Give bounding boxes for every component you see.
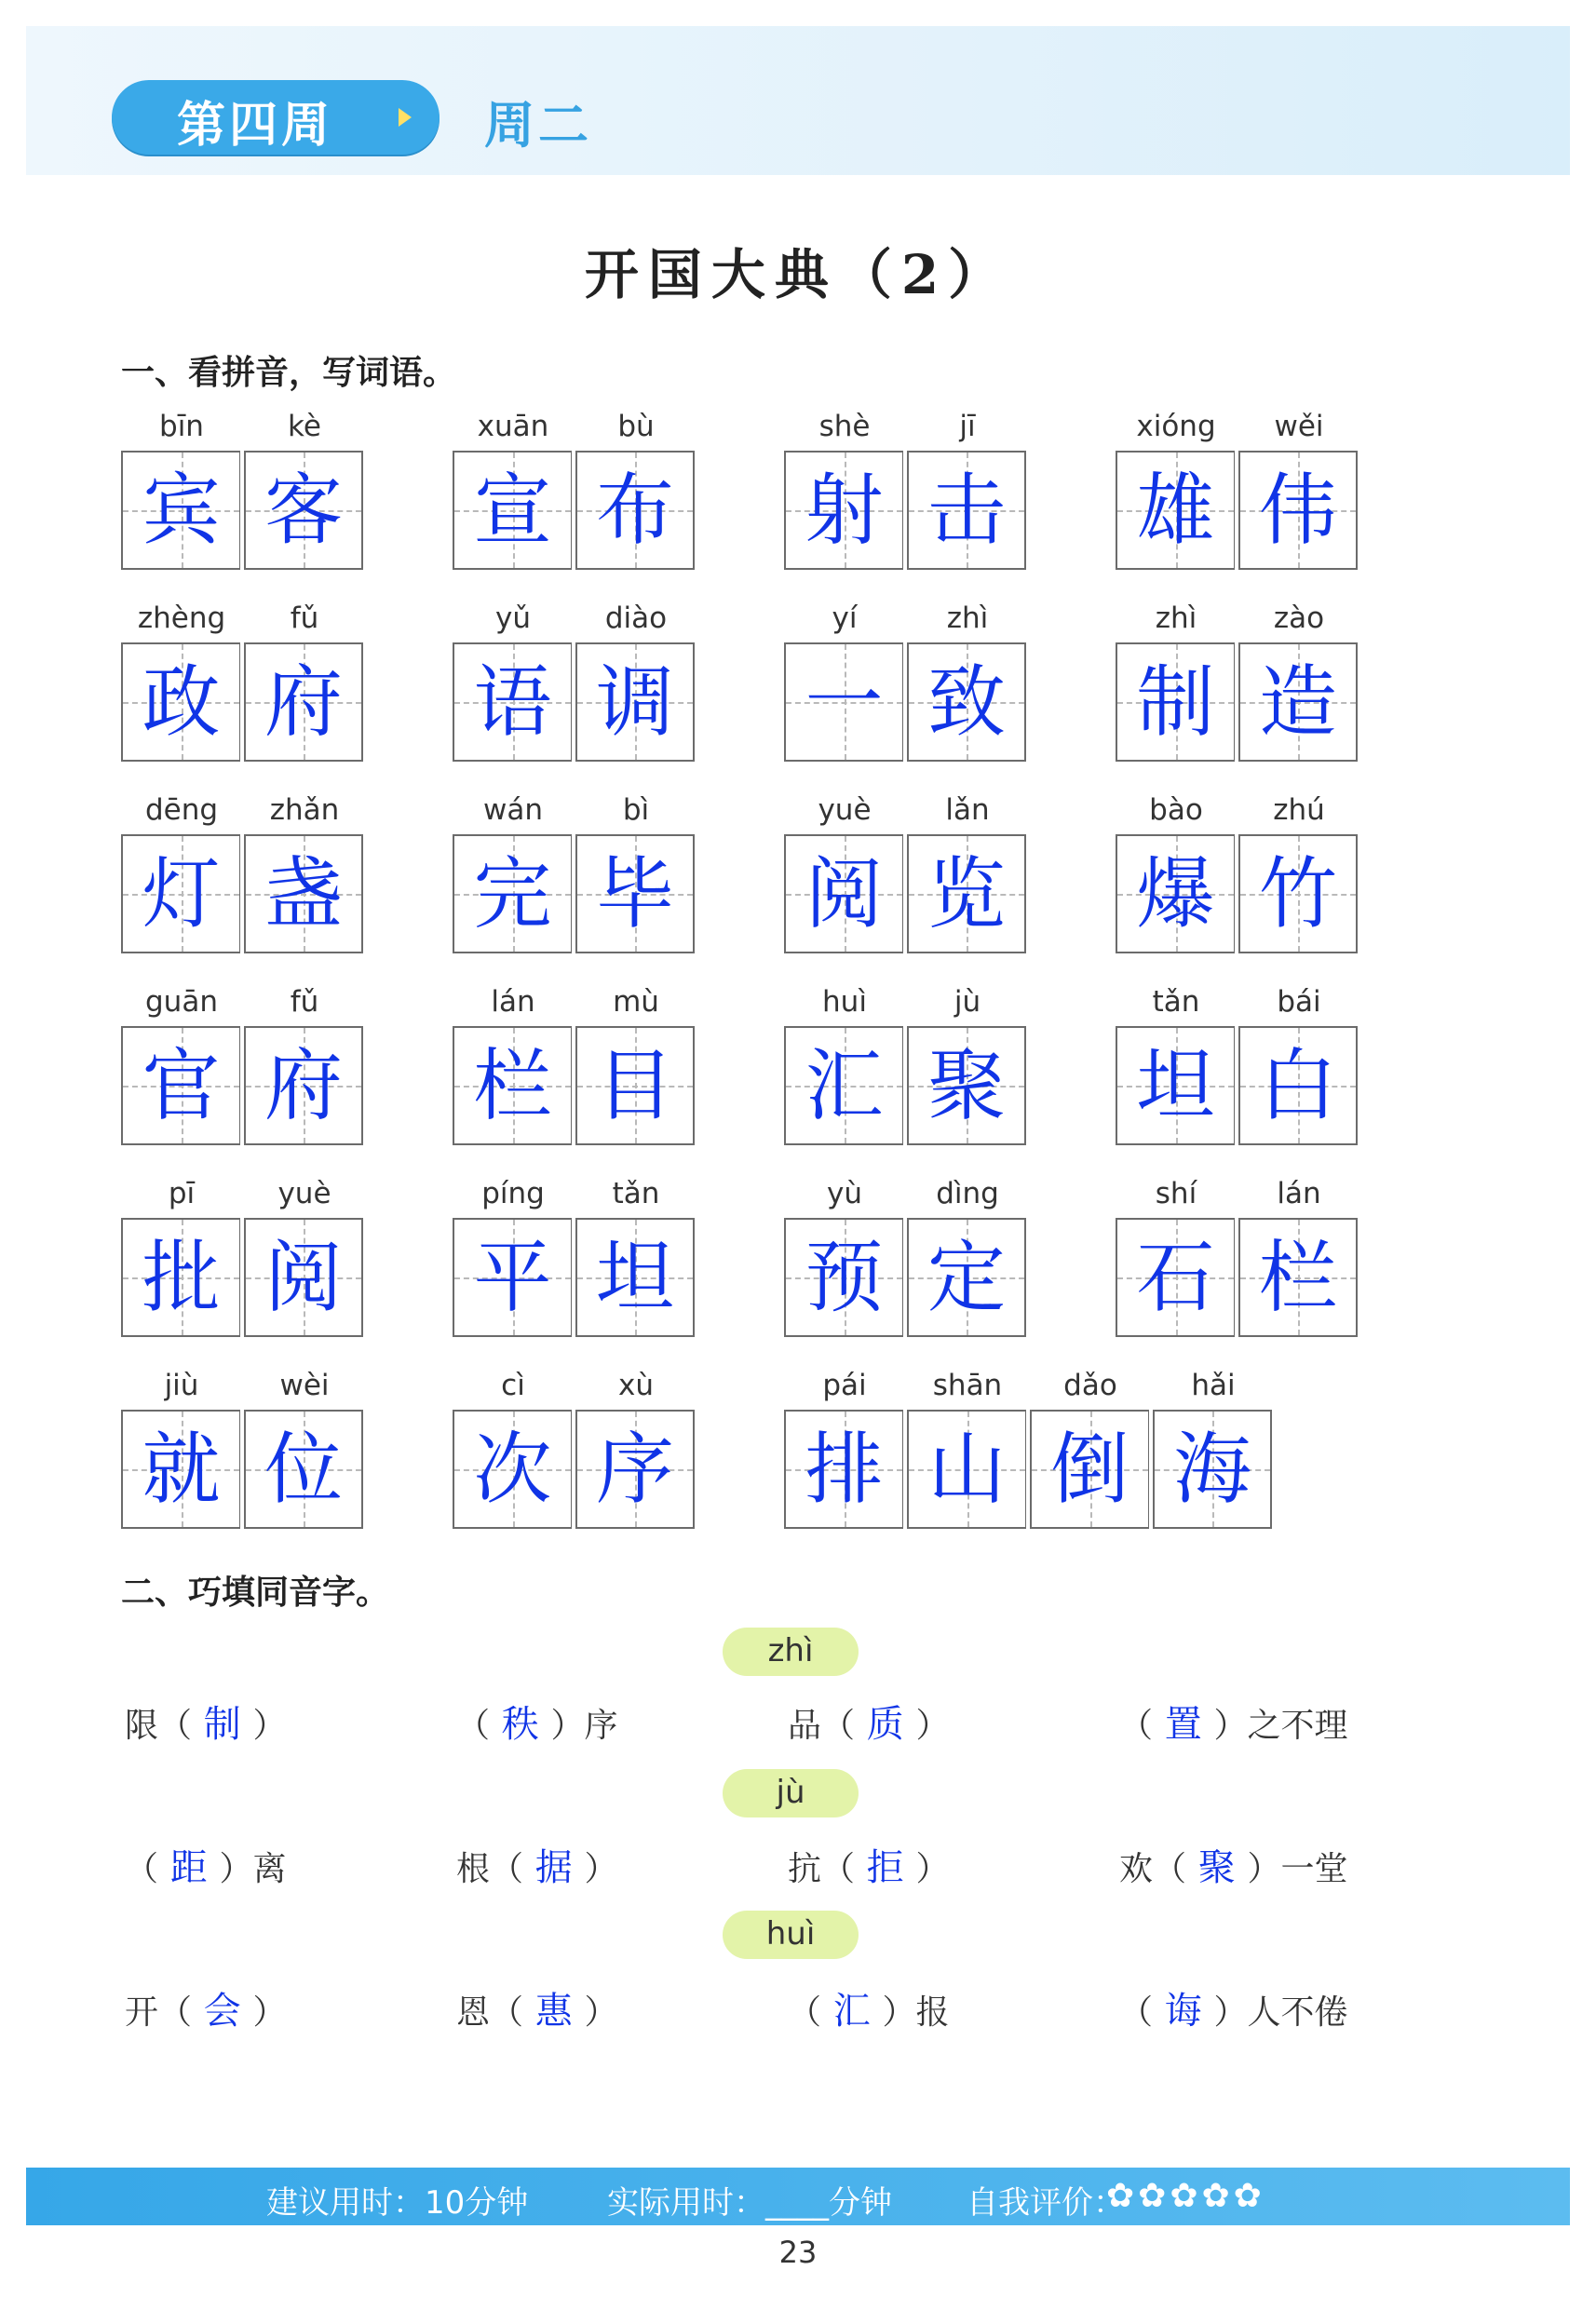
written-character: 客 (264, 465, 343, 556)
fill-suffix: ） (252, 1707, 287, 1745)
tianzige-box[interactable] (244, 451, 363, 570)
pinyin-label: shān (932, 1369, 1003, 1402)
fill-item[interactable] (788, 1695, 949, 1748)
fill-prefix: 品（ (788, 1707, 856, 1745)
pinyin-label: hǎi (1191, 1369, 1236, 1402)
pinyin-label: píng (481, 1177, 545, 1210)
pinyin-label: mù (613, 985, 659, 1019)
fill-answer: 距 (158, 1846, 220, 1889)
tianzige-box[interactable] (1116, 1218, 1235, 1337)
pinyin-label: xuān (477, 410, 549, 443)
pinyin-pill: zhì (723, 1628, 859, 1676)
tianzige-box[interactable] (907, 642, 1026, 762)
section1-heading: 一、看拼音，写词语。 (121, 354, 457, 392)
written-character: 平 (473, 1232, 552, 1323)
written-character: 府 (264, 656, 343, 748)
fill-answer: 会 (192, 1990, 253, 2033)
pinyin-label: shí (1155, 1177, 1197, 1210)
written-character: 语 (473, 656, 552, 748)
fill-suffix: ） (915, 1850, 950, 1888)
written-character: 坦 (595, 1232, 674, 1323)
tianzige-box[interactable] (907, 451, 1026, 570)
fill-answer: 诲 (1153, 1990, 1214, 2033)
pinyin-label: bì (622, 793, 650, 827)
pinyin-label: fǔ (290, 985, 319, 1019)
written-character: 栏 (473, 1040, 552, 1131)
fill-suffix: ）序 (550, 1707, 618, 1745)
fill-prefix: 限（ (125, 1707, 193, 1745)
tianzige-box[interactable] (907, 834, 1026, 953)
written-character: 阅 (805, 848, 884, 939)
fill-item[interactable] (1119, 1981, 1347, 2034)
tianzige-box[interactable] (1116, 451, 1235, 570)
fill-prefix: 抗（ (788, 1850, 856, 1888)
tianzige-box[interactable] (575, 1218, 695, 1337)
written-character: 毕 (595, 848, 674, 939)
fill-item[interactable] (456, 1838, 617, 1891)
written-character: 海 (1172, 1424, 1251, 1515)
written-character: 聚 (926, 1040, 1006, 1131)
pinyin-label: xù (618, 1369, 654, 1402)
page-number: 23 (778, 2235, 818, 2270)
pinyin-label: wán (483, 793, 543, 827)
pinyin-label: fǔ (290, 601, 319, 635)
written-character: 位 (264, 1424, 343, 1515)
fill-suffix: ）报 (882, 1993, 950, 2032)
section2-heading: 二、巧填同音字。 (121, 1574, 390, 1612)
tianzige-box[interactable] (453, 642, 572, 762)
tianzige-box[interactable] (1238, 834, 1358, 953)
pinyin-label: jiù (164, 1369, 199, 1402)
pinyin-label: guān (145, 985, 218, 1019)
fill-prefix: 恩（ (456, 1993, 524, 2032)
fill-answer: 汇 (821, 1990, 883, 2033)
written-character: 射 (805, 465, 884, 556)
tianzige-box[interactable] (1153, 1410, 1272, 1529)
written-character: 雄 (1136, 465, 1215, 556)
written-character: 制 (1136, 656, 1215, 748)
written-character: 坦 (1136, 1040, 1215, 1131)
pinyin-label: pái (822, 1369, 867, 1402)
fill-item[interactable] (125, 1838, 286, 1891)
tianzige-box[interactable] (121, 1218, 240, 1337)
tianzige-box[interactable] (121, 642, 240, 762)
written-character: 序 (595, 1424, 674, 1515)
pinyin-label: zhèng (137, 601, 226, 635)
tianzige-box[interactable] (784, 1026, 903, 1145)
pinyin-label: zhǎn (269, 793, 340, 827)
pinyin-label: xióng (1136, 410, 1216, 443)
tianzige-box[interactable] (121, 834, 240, 953)
pinyin-label: yù (827, 1177, 862, 1210)
pinyin-label: dǎo (1063, 1369, 1117, 1402)
fill-item[interactable] (456, 1695, 617, 1748)
fill-suffix: ） (584, 1993, 618, 2032)
tianzige-box[interactable] (907, 1218, 1026, 1337)
written-character: 排 (805, 1424, 884, 1515)
pinyin-label: wèi (279, 1369, 330, 1402)
tianzige-box[interactable] (784, 642, 903, 762)
written-character: 布 (595, 465, 674, 556)
fill-suffix: ） (915, 1707, 950, 1745)
tianzige-box[interactable] (907, 1026, 1026, 1145)
pinyin-label: wěi (1274, 410, 1324, 443)
tianzige-box[interactable] (1238, 451, 1358, 570)
written-character: 览 (926, 848, 1006, 939)
written-character: 宾 (142, 465, 221, 556)
fill-answer: 置 (1153, 1703, 1214, 1746)
fill-answer: 质 (855, 1703, 916, 1746)
fill-answer: 秩 (490, 1703, 551, 1746)
written-character: 就 (142, 1424, 221, 1515)
pinyin-label: jù (954, 985, 981, 1019)
tianzige-box[interactable] (784, 1218, 903, 1337)
fill-answer: 聚 (1186, 1846, 1248, 1889)
pinyin-label: zhì (946, 601, 989, 635)
tianzige-box[interactable] (1116, 642, 1235, 762)
written-character: 栏 (1258, 1232, 1337, 1323)
written-character: 府 (264, 1040, 343, 1131)
tianzige-box[interactable] (244, 1026, 363, 1145)
tianzige-box[interactable] (907, 1410, 1026, 1529)
arrow-right-icon (399, 108, 412, 127)
pinyin-label: zào (1273, 601, 1325, 635)
page-title: 开国大典（2） (584, 243, 1012, 306)
tianzige-box[interactable] (1116, 834, 1235, 953)
tianzige-box[interactable] (575, 1410, 695, 1529)
tianzige-box[interactable] (453, 1218, 572, 1337)
pinyin-label: dìng (936, 1177, 999, 1210)
pinyin-label: jī (959, 410, 976, 443)
written-character: 竹 (1258, 848, 1337, 939)
pinyin-label: yuè (818, 793, 872, 827)
fill-answer: 拒 (855, 1846, 916, 1889)
fill-prefix: （ (1119, 1993, 1154, 2032)
tianzige-box[interactable] (1030, 1410, 1149, 1529)
fill-prefix: 欢（ (1119, 1850, 1187, 1888)
tianzige-box[interactable] (453, 451, 572, 570)
fill-prefix: 开（ (125, 1993, 193, 2032)
tianzige-box[interactable] (121, 1026, 240, 1145)
pinyin-label: zhì (1155, 601, 1197, 635)
pinyin-label: kè (288, 410, 321, 443)
tianzige-box[interactable] (575, 834, 695, 953)
tianzige-box[interactable] (784, 834, 903, 953)
pinyin-label: lán (491, 985, 535, 1019)
written-character: 致 (926, 656, 1006, 748)
pinyin-pill: jù (723, 1769, 859, 1817)
tianzige-box[interactable] (1238, 1026, 1358, 1145)
pinyin-label: yí (832, 601, 858, 635)
written-character: 阅 (264, 1232, 343, 1323)
fill-prefix: （ (1119, 1707, 1154, 1745)
fill-suffix: ）人不倦 (1213, 1993, 1348, 2032)
tianzige-box[interactable] (575, 1026, 695, 1145)
written-character: 盏 (264, 848, 343, 939)
written-character: 造 (1258, 656, 1337, 748)
written-character: 预 (805, 1232, 884, 1323)
flower-rating-icons[interactable]: ✿✿✿✿✿ (1106, 2177, 1265, 2215)
fill-item[interactable] (788, 1981, 949, 2034)
pinyin-label: bào (1149, 793, 1203, 827)
fill-item[interactable] (788, 1838, 949, 1891)
tianzige-box[interactable] (453, 1026, 572, 1145)
tianzige-box[interactable] (1238, 642, 1358, 762)
written-character: 一 (805, 656, 884, 748)
tianzige-box[interactable] (244, 834, 363, 953)
pinyin-label: diào (604, 601, 668, 635)
tianzige-box[interactable] (121, 451, 240, 570)
tianzige-box[interactable] (784, 1410, 903, 1529)
fill-suffix: ）之不理 (1213, 1707, 1348, 1745)
pinyin-pill: huì (723, 1911, 859, 1959)
pinyin-label: tǎn (612, 1177, 660, 1210)
fill-suffix: ）一堂 (1247, 1850, 1348, 1888)
written-character: 完 (473, 848, 552, 939)
written-character: 官 (142, 1040, 221, 1131)
written-character: 汇 (805, 1040, 884, 1131)
fill-item[interactable] (456, 1981, 617, 2034)
written-character: 调 (595, 656, 674, 748)
pinyin-label: lǎn (945, 793, 990, 827)
fill-prefix: （ (125, 1850, 159, 1888)
pinyin-label: tǎn (1152, 985, 1200, 1019)
fill-item[interactable] (1119, 1838, 1347, 1891)
fill-suffix: ）离 (219, 1850, 287, 1888)
written-character: 白 (1258, 1040, 1337, 1131)
fill-answer: 制 (192, 1703, 253, 1746)
pinyin-label: huì (822, 985, 867, 1019)
day-label: 周二 (484, 96, 592, 155)
written-character: 击 (926, 465, 1006, 556)
written-character: 定 (926, 1232, 1006, 1323)
tianzige-box[interactable] (244, 1410, 363, 1529)
pinyin-label: pī (168, 1177, 196, 1210)
tianzige-box[interactable] (453, 834, 572, 953)
written-character: 爆 (1136, 848, 1215, 939)
pinyin-label: dēng (144, 793, 219, 827)
pinyin-label: yuè (277, 1177, 331, 1210)
pinyin-label: bīn (159, 410, 204, 443)
written-character: 政 (142, 656, 221, 748)
tianzige-box[interactable] (575, 642, 695, 762)
actual-time: 实际用时：____分钟 (607, 2184, 892, 2222)
fill-answer: 惠 (523, 1990, 585, 2033)
tianzige-box[interactable] (1116, 1026, 1235, 1145)
fill-item[interactable] (125, 1695, 286, 1748)
tianzige-box[interactable] (575, 451, 695, 570)
fill-item[interactable] (125, 1981, 286, 2034)
written-character: 次 (473, 1424, 552, 1515)
tianzige-box[interactable] (121, 1410, 240, 1529)
written-character: 倒 (1050, 1424, 1129, 1515)
tianzige-box[interactable] (244, 1218, 363, 1337)
written-character: 灯 (142, 848, 221, 939)
pinyin-label: bái (1277, 985, 1321, 1019)
fill-suffix: ） (584, 1850, 618, 1888)
tianzige-box[interactable] (244, 642, 363, 762)
pinyin-label: bù (617, 410, 655, 443)
written-character: 山 (927, 1424, 1007, 1515)
self-eval-label: 自我评价： (967, 2184, 1125, 2222)
pinyin-label: yǔ (495, 601, 531, 635)
written-character: 伟 (1258, 465, 1337, 556)
tianzige-box[interactable] (784, 451, 903, 570)
suggested-time: 建议用时：10分钟 (266, 2184, 529, 2222)
fill-suffix: ） (252, 1993, 287, 2032)
written-character: 石 (1136, 1232, 1215, 1323)
fill-prefix: （ (788, 1993, 822, 2032)
pinyin-label: shè (818, 410, 871, 443)
written-character: 目 (595, 1040, 674, 1131)
pinyin-label: lán (1277, 1177, 1321, 1210)
fill-answer: 据 (523, 1846, 585, 1889)
pinyin-label: cì (501, 1369, 525, 1402)
week-label: 第四周 (177, 98, 334, 154)
written-character: 宣 (473, 465, 552, 556)
tianzige-box[interactable] (453, 1410, 572, 1529)
pinyin-label: zhú (1273, 793, 1325, 827)
fill-item[interactable] (1119, 1695, 1347, 1748)
fill-prefix: 根（ (456, 1850, 524, 1888)
tianzige-box[interactable] (1238, 1218, 1358, 1337)
written-character: 批 (142, 1232, 221, 1323)
fill-prefix: （ (456, 1707, 491, 1745)
